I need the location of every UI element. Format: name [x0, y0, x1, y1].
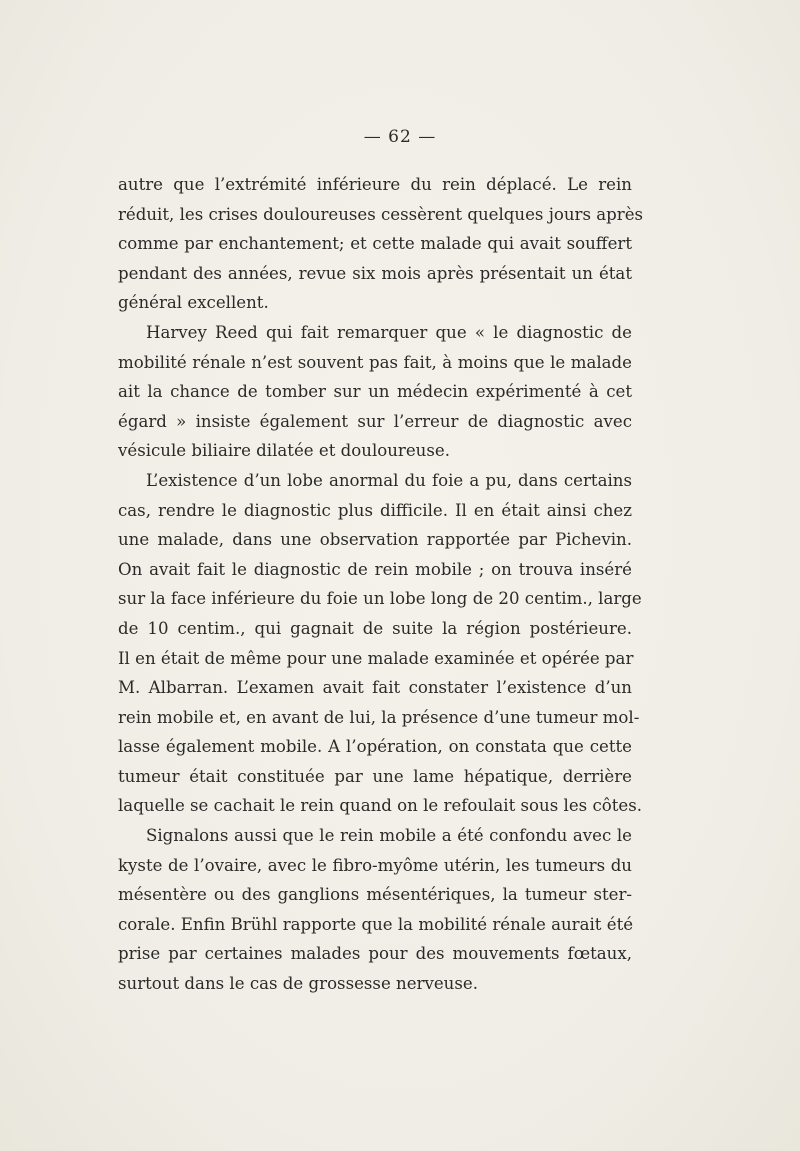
- text-line: mobilité rénale n’est souvent pas fait, à moins que le malade: [118, 352, 632, 372]
- text-line: Il en était de même pour une malade examinée et opérée par: [118, 648, 634, 668]
- text-line: une malade, dans une observation rapportée par Pichevin.: [118, 530, 632, 550]
- text-line: cas, rendre le diagnostic plus difficile. Il en était ainsi chez: [118, 500, 632, 520]
- text-line: On avait fait le diagnostic de rein mobile ; on trouva inséré: [118, 559, 632, 579]
- text-line: mésentère ou des ganglions mésentériques, la tumeur ster-: [118, 885, 632, 905]
- text-line: vésicule biliaire dilatée et douloureuse.: [118, 441, 450, 461]
- page-number: — 62 —: [363, 127, 437, 147]
- text-line: égard » insiste également sur l’erreur de diagnostic avec: [118, 411, 632, 431]
- text-line: laquelle se cachait le rein quand on le refoulait sous les côtes.: [118, 796, 643, 816]
- text-line: autre que l’extrémité inférieure du rein déplacé. Le rein: [118, 175, 632, 194]
- text-line: L’existence d’un lobe anormal du foie a pu, dans certains: [146, 470, 632, 490]
- text-line: ait la chance de tomber sur un médecin expérimenté à cet: [118, 382, 632, 402]
- text-line: Harvey Reed qui fait remarquer que « le diagnostic de: [146, 322, 632, 342]
- text-line: rein mobile et, en avant de lui, la présence d’une tumeur mol-: [118, 707, 640, 727]
- text-line: surtout dans le cas de grossesse nerveuse.: [118, 974, 478, 994]
- text-line: réduit, les crises douloureuses cessèrent quelques jours après: [118, 204, 644, 224]
- text-line: M. Albarran. L’examen avait fait constater l’existence d’un: [118, 678, 632, 698]
- text-line: corale. Enfin Brühl rapporte que la mobilité rénale aurait été: [118, 914, 634, 934]
- body-text: [118, 170, 644, 999]
- text-line: général excellent.: [118, 293, 269, 313]
- text-line: sur la face inférieure du foie un lobe long de 20 centim., large: [118, 589, 642, 609]
- text-line: lasse également mobile. A l’opération, on constata que cette: [118, 737, 632, 757]
- text-line: tumeur était constituée par une lame hépatique, derrière: [118, 766, 632, 786]
- text-line: de 10 centim., qui gagnait de suite la région postérieure.: [118, 618, 632, 638]
- text-line: pendant des années, revue six mois après présentait un état: [118, 263, 632, 283]
- text-line: Signalons aussi que le rein mobile a été confondu avec le: [146, 826, 632, 846]
- text-line: kyste de l’ovaire, avec le fibro-myôme utérin, les tumeurs du: [118, 855, 632, 875]
- text-line: prise par certaines malades pour des mouvements fœtaux,: [118, 944, 632, 964]
- text-line: comme par enchantement; et cette malade qui avait souffert: [118, 234, 632, 254]
